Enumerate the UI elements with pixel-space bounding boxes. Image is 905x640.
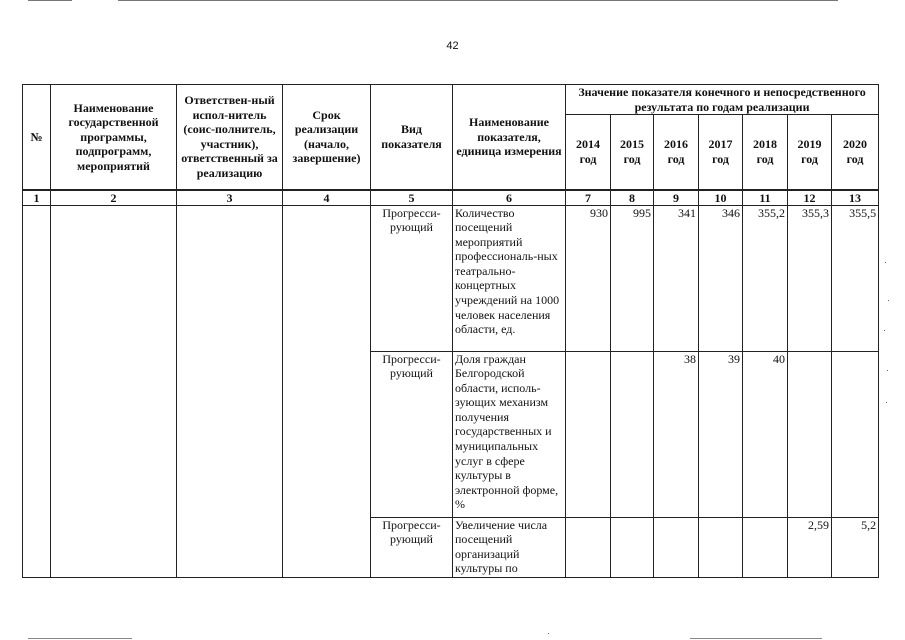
header-year-2018: 2018 год [743, 115, 788, 190]
scan-edge-line-bottom-right [690, 638, 822, 639]
cell-kind: Прогресси-рующий [371, 351, 453, 517]
header-year-2017: 2017 год [699, 115, 743, 190]
header-no: № [23, 85, 51, 190]
cell-value-2014 [566, 351, 611, 517]
cell-value-2016: 341 [654, 205, 699, 351]
scan-noise-dot [886, 402, 887, 403]
column-number: 10 [699, 190, 743, 206]
cell-value-2018: 40 [743, 351, 788, 517]
column-number: 2 [51, 190, 177, 206]
header-row-top [23, 85, 879, 115]
page-number: 42 [446, 40, 459, 52]
cell-value-2017 [699, 517, 743, 577]
header-indicator: Наименование показателя, единица измерения [453, 85, 566, 190]
column-number: 9 [654, 190, 699, 206]
cell-value-2017: 39 [699, 351, 743, 517]
scan-noise-dot [884, 330, 885, 331]
cell-value-2018: 355,2 [743, 205, 788, 351]
cell-indicator: Количество посещений мероприятий профессиональ-ных театрально-концертных учреждений на 1000 человек населения области, ед. [453, 205, 566, 351]
cell-kind: Прогресси-рующий [371, 205, 453, 351]
cell-responsible-empty [177, 205, 283, 577]
column-number-row [23, 190, 879, 206]
cell-value-2017: 346 [699, 205, 743, 351]
header-term: Срок реализации (начало, завершение) [283, 85, 371, 190]
cell-value-2016: 38 [654, 351, 699, 517]
column-number: 11 [743, 190, 788, 206]
column-number: 12 [788, 190, 832, 206]
header-kind: Вид показателя [371, 85, 453, 190]
scan-edge-line-left [28, 0, 72, 1]
cell-value-2018 [743, 517, 788, 577]
header-year-2020: 2020 год [832, 115, 879, 190]
column-number: 7 [566, 190, 611, 206]
header-year-2015: 2015 год [611, 115, 654, 190]
cell-value-2019: 2,59 [788, 517, 832, 577]
cell-indicator: Доля граждан Белгородской области, исполь-зующих механизм получения государственных и муниципальных услуг в сфере культуры в электронной форме, % [453, 351, 566, 517]
cell-value-2015 [611, 517, 654, 577]
column-number: 3 [177, 190, 283, 206]
header-year-2016: 2016 год [654, 115, 699, 190]
scan-noise-dot [548, 633, 549, 634]
header-year-2014: 2014 год [566, 115, 611, 190]
cell-value-2020 [832, 351, 879, 517]
cell-kind: Прогресси-рующий [371, 517, 453, 577]
cell-value-2015 [611, 351, 654, 517]
column-number: 6 [453, 190, 566, 206]
cell-indicator: Увеличение числа посещений организаций культуры по [453, 517, 566, 577]
scan-edge-line-right [118, 0, 838, 1]
header-program: Наименование государственной программы, подпрограмм, мероприятий [51, 85, 177, 190]
cell-term-empty [283, 205, 371, 577]
cell-value-2015: 995 [611, 205, 654, 351]
scan-edge-line-bottom-left [28, 638, 132, 639]
column-number: 13 [832, 190, 879, 206]
scan-noise-dot [887, 370, 888, 371]
cell-value-2019: 355,3 [788, 205, 832, 351]
table-row [23, 205, 879, 351]
column-number: 8 [611, 190, 654, 206]
header-values-group: Значение показателя конечного и непосредственного результата по годам реализации [566, 85, 879, 115]
cell-no-empty [23, 205, 51, 577]
cell-value-2020: 355,5 [832, 205, 879, 351]
cell-program-empty [51, 205, 177, 577]
scan-noise-dot [885, 262, 886, 263]
column-number: 4 [283, 190, 371, 206]
cell-value-2016 [654, 517, 699, 577]
header-year-2019: 2019 год [788, 115, 832, 190]
column-number: 5 [371, 190, 453, 206]
column-number: 1 [23, 190, 51, 206]
header-responsible: Ответствен-ный испол-нитель (соис-полнитель, участник), ответственный за реализацию [177, 85, 283, 190]
cell-value-2014 [566, 517, 611, 577]
cell-value-2014: 930 [566, 205, 611, 351]
cell-value-2020: 5,2 [832, 517, 879, 577]
cell-value-2019 [788, 351, 832, 517]
indicator-table [22, 84, 879, 578]
scan-noise-dot [888, 300, 889, 301]
